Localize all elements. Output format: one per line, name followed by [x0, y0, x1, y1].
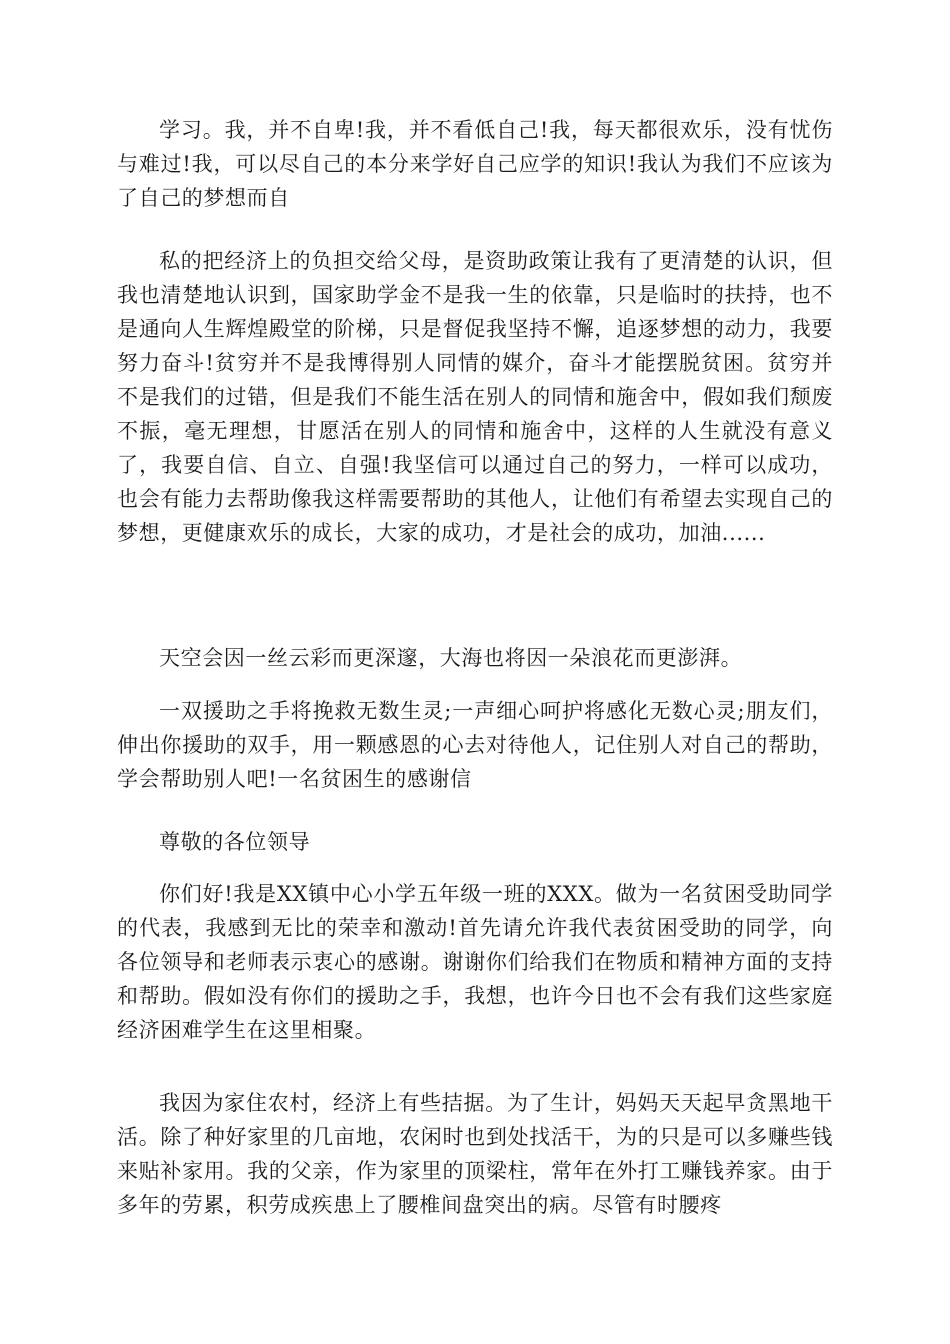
paragraph-3: 天空会因一丝云彩而更深邃，大海也将因一朵浪花而更澎湃。 — [159, 646, 743, 670]
paragraph-4: 一双援助之手将挽救无数生灵;一声细心呵护将感化无数心灵;朋友们，伸出你援助的双手，用一颗感恩的心去对待他人，记住别人对自己的帮助，学会帮助别人吧!一名贫困生的感谢信 — [117, 699, 833, 791]
paragraph-1: 学习。我，并不自卑!我，并不看低自己!我，每天都很欢乐，没有忧伤与难过!我，可以尽自己的本分来学好自己应学的知识!我认为我们不应该为了自己的梦想而自 — [117, 118, 833, 210]
paragraph-6: 你们好!我是XX镇中心小学五年级一班的XXX。做为一名贫困受助同学的代表，我感到无比的荣幸和激动!首先请允许我代表贫困受助的同学，向各位领导和老师表示衷心的感谢。谢谢你们给我们在物质和精神方面的支持和帮助。假如没有你们的援助之手，我想，也许今日也不会有我们这些家庭经济困难学生在这里相聚。 — [117, 882, 833, 1042]
paragraph-2: 私的把经济上的负担交给父母，是资助政策让我有了更清楚的认识，但我也清楚地认识到，国家助学金不是我一生的依靠，只是临时的扶持，也不是通向人生辉煌殿堂的阶梯，只是督促我坚持不懈，追逐梦想的动力，我要努力奋斗!贫穷并不是我博得别人同情的媒介，奋斗才能摆脱贫困。贫穷并不是我们的过错，但是我们不能生活在别人的同情和施舍中，假如我们颓废不振，毫无理想，甘愿活在别人的同情和施舍中，这样的人生就没有意义了，我要自信、自立、自强!我坚信可以通过自己的努力，一样可以成功，也会有能力去帮助像我这样需要帮助的其他人，让他们有希望去实现自己的梦想，更健康欢乐的成长，大家的成功，才是社会的成功，加油...... — [117, 249, 833, 545]
paragraph-7: 我因为家住农村，经济上有些拮据。为了生计，妈妈天天起早贪黑地干活。除了种好家里的几亩地，农闲时也到处找活干，为的只是可以多赚些钱来贴补家用。我的父亲，作为家里的顶梁柱，常年在外打工赚钱养家。由于多年的劳累，积劳成疾患上了腰椎间盘突出的病。尽管有时腰疼 — [117, 1091, 833, 1217]
paragraph-5: 尊敬的各位领导 — [159, 830, 311, 854]
